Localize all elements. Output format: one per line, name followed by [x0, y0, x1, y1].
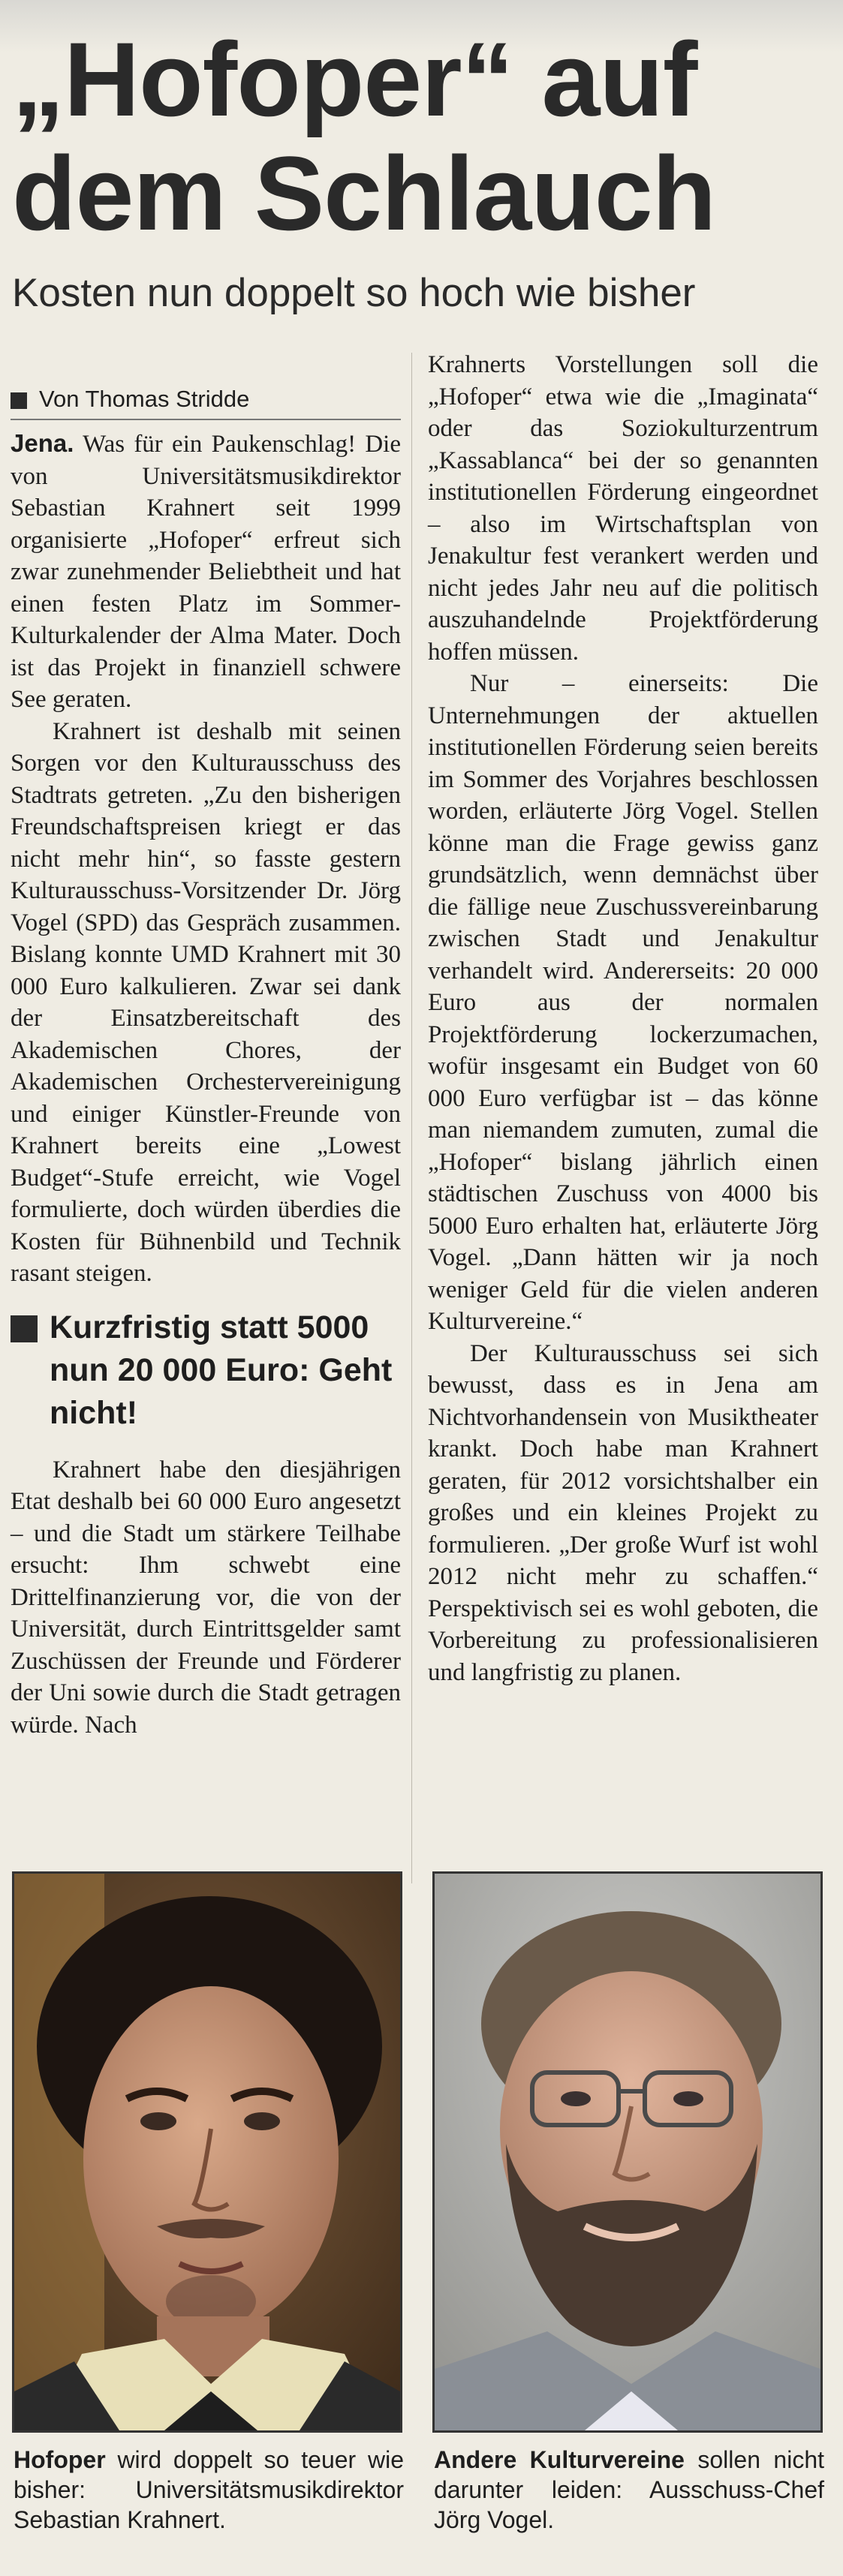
headline: „Hofoper“ auf dem Schlauch [12, 20, 716, 252]
caption-photo-2 [434, 2445, 824, 2535]
column-right [428, 349, 818, 1688]
caption-text: sollen nicht darunter leiden: Ausschuss-Chef Jörg Vogel. [434, 2446, 824, 2533]
crosshead-text: Kurzfristig statt 5000 nun 20 000 Euro: Geht nicht! [50, 1309, 393, 1431]
paragraph: Krahnert ist deshalb mit seinen Sorgen vor den Kulturausschuss des Stadtrats getreten. „Zu den bisherigen Freundschaftspreisen kriegt er das nicht mehr hin“, so fasste gestern Kulturausschuss-Vorsitzender Dr. Jörg Vogel (SPD) das Gespräch zusammen. Bislang konnte UMD Krahnert mit 30 000 Euro kalkulieren. Zwar sei dank der Einsatzbereitschaft des Akademischen Chores, der Akademischen Orchestervereinigung und einiger Künstler-Freunde von Krahnert bereits eine „Lowest Budget“-Stufe erreicht, wie Vogel formulierte, doch würden überdies die Kosten für Bühnenbild und Technik rasant steigen. [11, 717, 401, 1287]
caption-photo-1 [14, 2445, 404, 2535]
portrait-image [435, 1874, 820, 2430]
crosshead [11, 1306, 401, 1435]
portrait-image [14, 1874, 400, 2430]
paragraph: Krahnert habe den diesjährigen Etat deshalb bei 60 000 Euro angesetzt – und die Stadt um stärkere Teilhabe ersucht: Ihm schwebt eine Drittelfinanzierung vor, die von der Universität, durch Eintrittsgelder samt Zuschüssen der Freunde und Förderer der Uni sowie durch die Stadt getragen würde. Nach [11, 1456, 401, 1739]
paragraph: Der Kulturausschuss sei sich bewusst, dass es in Jena am Nichtvorhandensein von Musiktheater krankt. Doch habe man Krahnert geraten, für 2012 vorsichtshalber ein großes und ein kleines Projekt zu formulieren. „Der große Wurf ist wohl 2012 nicht mehr zu schaffen.“ Perspektivisch sei es wohl geboten, die Vorbereitung zu professionalisieren und langfristig zu planen. [428, 1339, 818, 1686]
photo-vogel [432, 1871, 823, 2433]
caption-text: wird doppelt so teuer wie bisher: Universitätsmusikdirektor Sebastian Krahnert. [14, 2446, 404, 2533]
byline [11, 384, 401, 420]
photo-krahnert [12, 1871, 402, 2433]
paragraph [11, 428, 401, 716]
paragraph-text: Was für ein Paukenschlag! Die von Universitätsmusikdirektor Sebastian Krahnert seit 1999 organisierte „Hofoper“ erfreut sich zwar zunehmender Beliebtheit und hat einen festen Platz im Sommer-Kulturkalender der Alma Mater. Doch ist das Projekt in finanziell schwere See geraten. [11, 431, 401, 713]
caption-bold: Hofoper [14, 2446, 106, 2473]
dateline: Jena. [11, 429, 74, 457]
column-left [11, 384, 401, 1741]
square-bullet-icon [11, 392, 27, 409]
square-bullet-icon [11, 1315, 38, 1342]
byline-text: Von Thomas Stridde [39, 386, 250, 412]
subheadline: Kosten nun doppelt so hoch wie bisher [12, 271, 696, 315]
caption-bold: Andere Kulturvereine [434, 2446, 685, 2473]
paragraph: Nur – einerseits: Die Unternehmungen der aktuellen institutionellen Förderung seien bereits im Sommer des Vorjahres beschlossen worden, erläuterte Jörg Vogel. Stellen könne man die Frage gewiss ganz grundsätzlich, wenn demnächst über die fällige neue Zuschussvereinbarung zwischen Stadt und Jenakultur verhandelt wird. Andererseits: 20 000 Euro aus der normalen Projektförderung lockerzumachen, wofür insgesamt ein Budget von 60 000 Euro verfügbar ist – das könne man niemandem zumuten, zumal die „Hofoper“ bislang jährlich einen städtischen Zuschuss von 4000 bis 5000 Euro erhalten hat, erläuterte Jörg Vogel. „Dann hätten wir ja noch weniger Geld für die vielen anderen Kulturvereine.“ [428, 670, 818, 1335]
column-divider [411, 353, 412, 1883]
paragraph: Krahnerts Vorstellungen soll die „Hofoper“ etwa wie die „Imaginata“ oder das Soziokulturzentrum „Kassablanca“ bei der so genannten institutionellen Förderung eingeordnet – also im Wirtschaftsplan von Jenakultur fest verankert werden und nicht jedes Jahr neu auf die politisch auszuhandelnde Projektförderung hoffen müssen. [428, 351, 818, 666]
